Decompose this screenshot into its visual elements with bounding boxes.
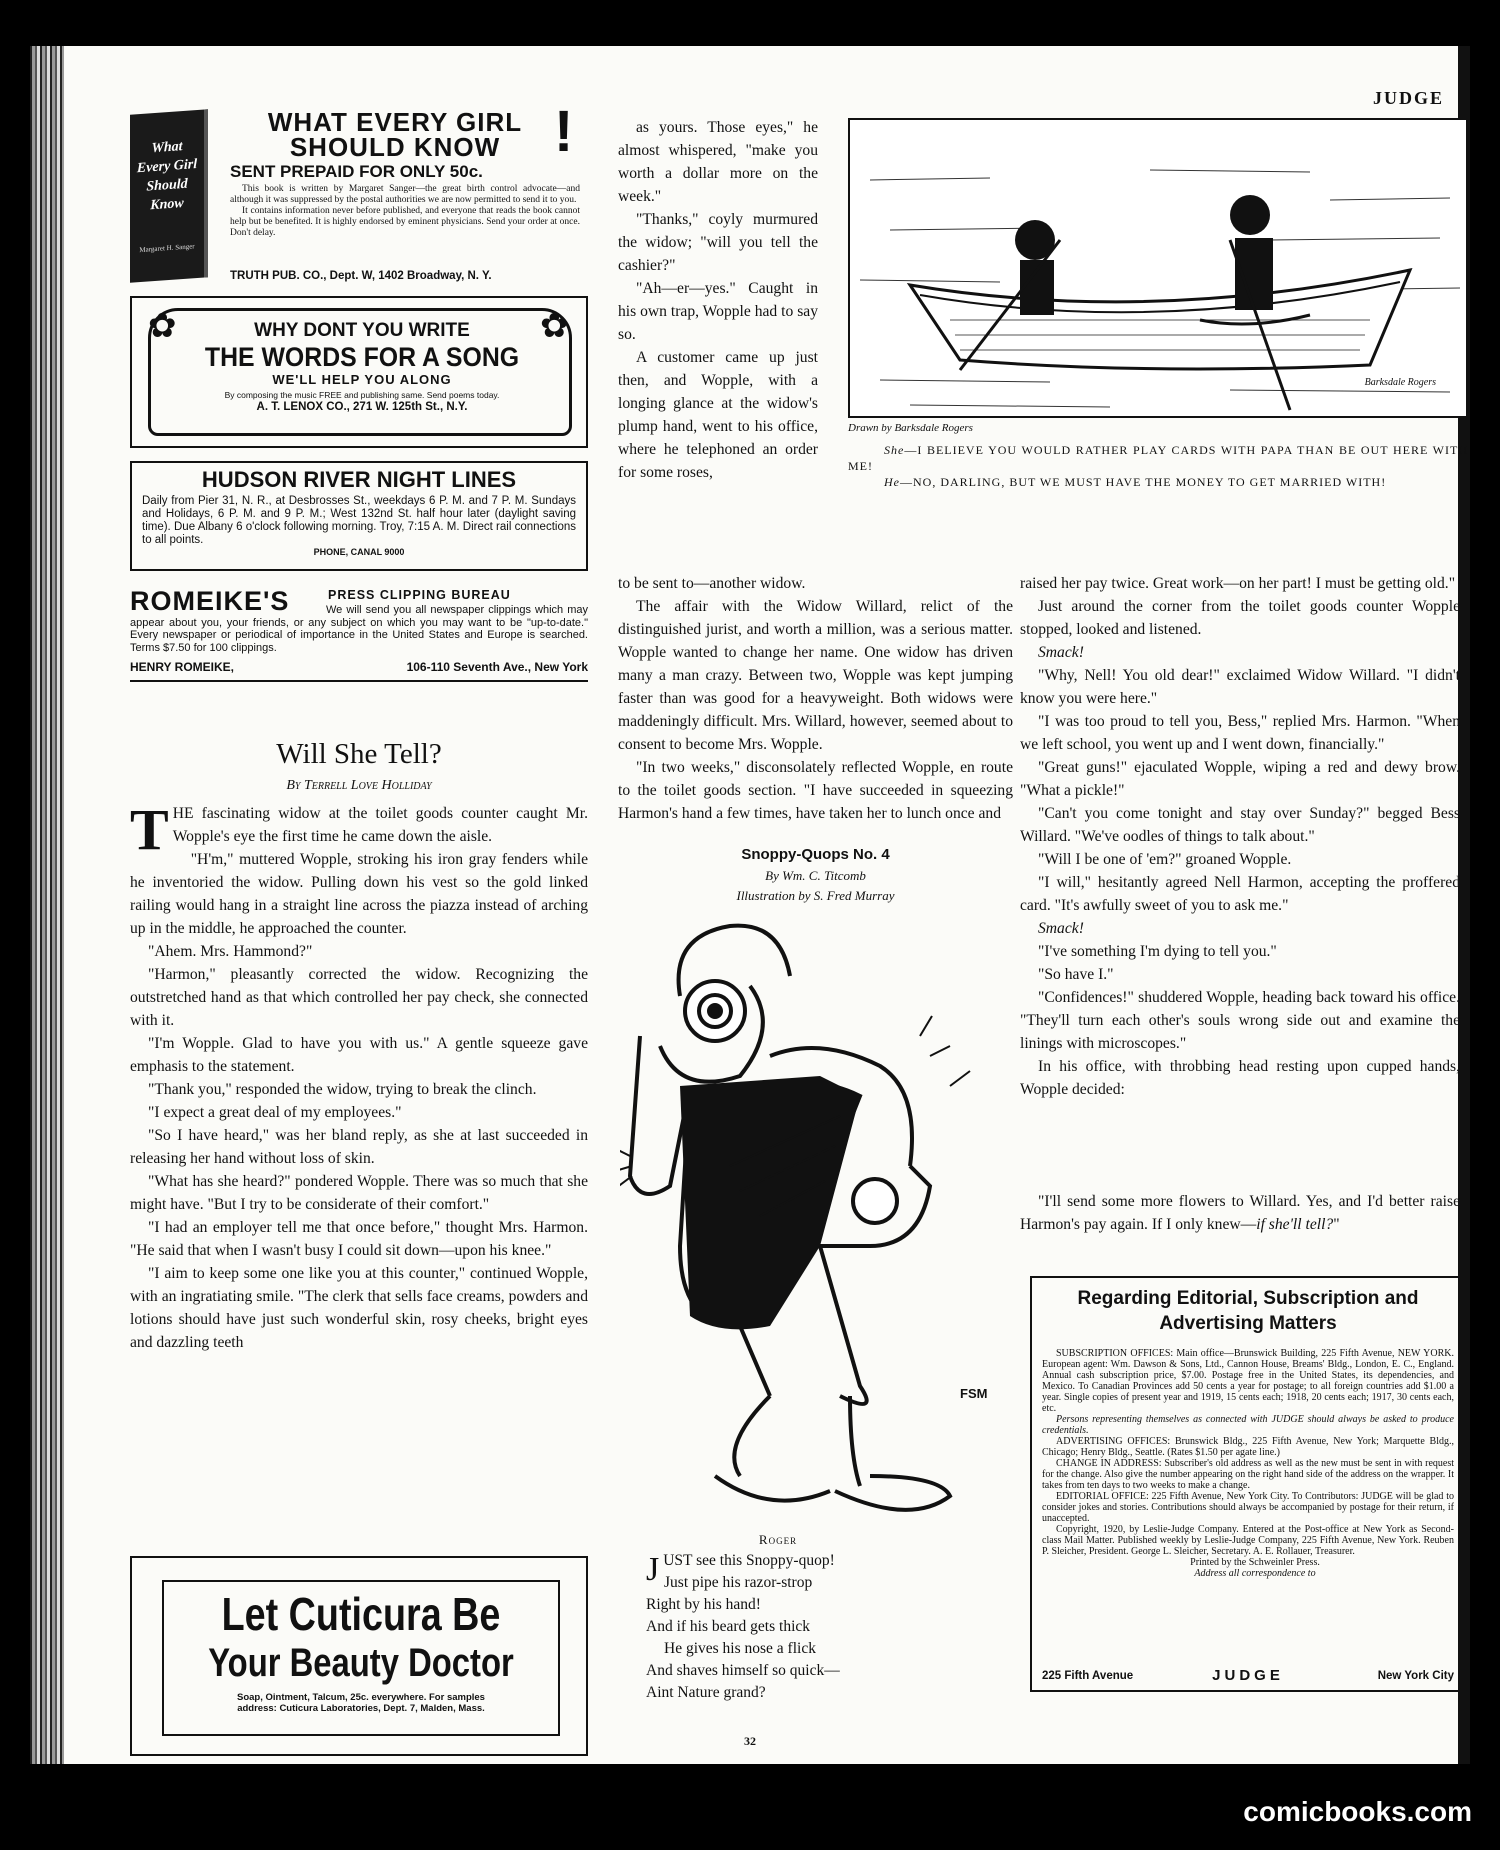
book-cover-title: What Every Girl Should Know	[136, 139, 198, 214]
caption-she	[848, 442, 1468, 474]
story-opening: HE fascinating widow at the toilet goods counter caught Mr. Wopple's eye the first time he came down the aisle.	[172, 805, 588, 845]
ad-cuticura-line2: Your Beauty Doctor	[208, 1641, 514, 1685]
story-byline: By Terrell Love Holliday	[286, 778, 432, 793]
story-paragraph: "So I have heard," was her bland reply, as she at last succeeded in releasing her hand without loss of skin.	[130, 1127, 588, 1167]
story-paragraph: "H'm," muttered Wopple, stroking his iron gray fenders while he inventoried the widow. Pulling down his vest so the gold linked railing would hang in a straight line across the piazza instead of arching up in the middle, he approached the counter.	[130, 851, 588, 937]
ad-girl-exclamation: !	[554, 99, 574, 164]
poem-line: And if his beard gets thick	[646, 1618, 811, 1635]
smack-line: Smack!	[1038, 920, 1084, 937]
poem-line: UST see this Snoppy-quop!	[663, 1552, 835, 1569]
ad-cuticura-inner	[162, 1580, 560, 1736]
story-paragraph: "Thanks," coyly murmured the widow; "will you tell the cashier?"	[618, 211, 818, 274]
ad-romeike-bureau: PRESS CLIPPING BUREAU	[328, 588, 511, 602]
snoppy-quop-drawing	[620, 916, 1010, 1526]
smack-line: Smack!	[1038, 644, 1084, 661]
info-paragraph: Address all correspondence to	[1194, 1568, 1316, 1579]
story-paragraph: "So have I."	[1038, 966, 1114, 983]
story-paragraph: "I will," hesitantly agreed Nell Harmon, accepting the proffered card. "It's awfully sweet of you to ask me."	[1020, 874, 1460, 914]
drop-cap: T	[130, 797, 169, 862]
poem-drop-cap: J	[646, 1551, 660, 1588]
she-line: —I BELIEVE YOU WOULD RATHER PLAY CARDS WITH PAPA THAN BE OUT HERE WITH ME!	[848, 443, 1468, 473]
cartoon-caption	[848, 442, 1468, 490]
ad-song-line3: WE'LL HELP YOU ALONG	[272, 372, 452, 387]
poem-line: And shaves himself so quick—	[646, 1662, 840, 1679]
she-label: She	[884, 443, 905, 457]
story-paragraph: "Can't you come tonight and stay over Sunday?" begged Bess Willard. "We've oodles of things to talk about."	[1020, 805, 1460, 845]
info-foot-right: New York City	[1377, 1670, 1454, 1682]
story-paragraph: The affair with the Widow Willard, relict of the distinguished jurist, and worth a million, was a serious matter. Wopple wanted to change her name. One widow has driven many a man crazy. Between two, Wopple was kept jumping faster than was good for a heavyweight. Both widows were maddeningly difficult. Mrs. Willard, however, seemed about to consent to become Mrs. Wopple.	[618, 598, 1013, 753]
ad-cuticura	[130, 1556, 588, 1756]
poem-byline: By Wm. C. Titcomb	[765, 868, 866, 883]
poem-line: He gives his nose a flick	[664, 1640, 816, 1657]
story-paragraph: "Ah—er—yes." Caught in his own trap, Wopple had to say so.	[618, 280, 818, 343]
book-spine	[30, 46, 64, 1764]
ad-girl-price: SENT PREPAID FOR ONLY 50c.	[230, 162, 483, 181]
snoppy-quop-illustration	[620, 916, 1010, 1526]
ad-girl-title-line2: SHOULD KNOW	[289, 132, 501, 162]
story-paragraph: "Great guns!" ejaculated Wopple, wiping a red and dewy brow. "What a pickle!"	[1020, 759, 1460, 799]
ad-girl-body-2: It contains information never before published, and everyone that reads the book cannot help but be benefited. It is highly endorsed by eminent physicians. Send your order at once. Don't delay.	[230, 206, 580, 238]
story-title: Will She Tell?	[276, 738, 442, 770]
poem-body	[646, 1550, 986, 1704]
info-title-2: Advertising Matters	[1159, 1313, 1337, 1334]
ad-song-line5: A. T. LENOX CO., 271 W. 125th St., N.Y.	[256, 401, 468, 413]
story-ending	[1020, 1190, 1460, 1236]
ad-romeike	[130, 586, 588, 682]
story-paragraph: "I aim to keep some one like you at this counter," continued Wopple, with an ingratiating smile. "The clerk that sells face creams, powders and lotions should have just such wonderful skin, rosy cheeks, bright eyes and dazzling teeth	[130, 1265, 588, 1351]
story-paragraph: "What has she heard?" pondered Wopple. There was so much that she might have. "But I try to be considerate of their comfort."	[130, 1173, 588, 1213]
story-paragraph: "Why, Nell! You old dear!" exclaimed Widow Willard. "I didn't know you were here."	[1020, 667, 1460, 707]
info-paragraph: ADVERTISING OFFICES: Brunswick Bldg., 225 Fifth Avenue, New York; Marquette Bldg., Chicago; Henry Bldg., Seattle. (Rates $1.50 per agate line.)	[1042, 1436, 1454, 1458]
info-paragraph: EDITORIAL OFFICE: 225 Fifth Avenue, New York City. To Contributors: JUDGE will be glad to consider jokes and stories. Contributions should always be accompanied by postage for their return, if unaccepted.	[1042, 1491, 1454, 1524]
story-paragraph: "I've something I'm dying to tell you."	[1038, 943, 1277, 960]
story-paragraph: "Harmon," pleasantly corrected the widow. Recognizing the outstretched hand as that which controlled her pay check, she connected with it.	[130, 966, 588, 1029]
story-paragraph: "Will I be one of 'em?" groaned Wopple.	[1038, 851, 1292, 868]
ad-girl-title	[230, 107, 560, 162]
info-title-1: Regarding Editorial, Subscription and	[1077, 1288, 1419, 1309]
info-paragraph: Persons representing themselves as connected with JUDGE should always be asked to produce credentials.	[1042, 1414, 1454, 1436]
story-col1-paragraphs	[130, 848, 588, 1354]
ad-song-line2: THE WORDS FOR A SONG	[204, 342, 520, 372]
ad-romeike-address-right: 106-110 Seventh Ave., New York	[406, 660, 588, 674]
ad-romeike-address-left: HENRY ROMEIKE,	[130, 660, 235, 674]
poem-line: Right by his hand!	[646, 1596, 761, 1613]
poem-lines	[646, 1550, 986, 1704]
story-paragraph: "Ahem. Mrs. Hammond?"	[148, 943, 313, 960]
story-paragraph: In his office, with throbbing head resting upon cupped hands, Wopple decided:	[1020, 1058, 1460, 1098]
story-paragraph: "I was too proud to tell you, Bess," replied Mrs. Harmon. "When we left school, you went up and I went down, financially."	[1020, 713, 1460, 753]
ad-song-writing	[130, 296, 588, 448]
story-column-2a	[618, 116, 818, 484]
poem-line: Just pipe his razor-strop	[664, 1574, 813, 1591]
story-paragraph: "I'm Wopple. Glad to have you with us." A gentle squeeze gave emphasis to the statement.	[130, 1035, 588, 1075]
ad-girl-address: TRUTH PUB. CO., Dept. W, 1402 Broadway, N. Y.	[230, 270, 492, 282]
story-paragraph: "In two weeks," disconsolately reflected Wopple, en route to the toilet goods section. "I have succeeded in squeezing Harmon's hand a few times, have taken her to lunch once and	[618, 759, 1013, 822]
cartoon-signature: Barksdale Rogers	[1364, 377, 1436, 388]
canoe-cartoon	[848, 118, 1468, 418]
ad-girl-body	[230, 184, 580, 239]
he-label: He	[884, 475, 900, 489]
info-foot-left: 225 Fifth Avenue	[1042, 1670, 1134, 1682]
ad-romeike-name: ROMEIKE'S	[130, 586, 290, 616]
ad-song-line4: By composing the music FREE and publishing same. Send poems today.	[224, 390, 500, 400]
story-paragraph: "I expect a great deal of my employees."	[148, 1104, 402, 1121]
info-paragraphs	[1042, 1348, 1454, 1579]
info-paragraph: SUBSCRIPTION OFFICES: Main office—Brunswick Building, 225 Fifth Avenue, NEW YORK. European agent: Wm. Dawson & Sons, Ltd., Cannon House, Breams' Bldg., London, E. C., England. Annual cash subscription price, $7.00. Postage free in the United States, its dependencies, and Mexico. To Canadian Provinces add 50 cents a year for postage; to all foreign countries add $1.00 a year. Single copies of present year and 1919, 15 cents each; 1918, 20 cents each; 1917, 30 cents each, etc.	[1042, 1348, 1454, 1414]
poem-line: Aint Nature grand?	[646, 1684, 766, 1701]
ad-girl-body-1: This book is written by Margaret Sanger—the great birth control advocate—and although it was suppressed by the postal authorities we are now permitted to send it to you.	[230, 184, 580, 205]
ad-cuticura-line1: Let Cuticura Be	[221, 1588, 501, 1640]
ad-romeike-body: We will send you all newspaper clippings which may appear about you, your friends, or any subject on which you may want to be "up-to-date." Every newspaper or periodical of importance in the United States and Europe is searched. Terms $7.50 for 100 clippings.	[130, 604, 588, 654]
ad-what-every-girl	[130, 99, 588, 328]
ad-cuticura-small1: Soap, Ointment, Talcum, 25c. everywhere. For samples	[237, 1692, 485, 1703]
story-paragraph: Just around the corner from the toilet goods counter Wopple stopped, looked and listened.	[1020, 598, 1460, 638]
info-box	[1030, 1276, 1466, 1692]
ad-hudson-title: HUDSON RIVER NIGHT LINES	[201, 467, 517, 492]
info-paragraph: CHANGE IN ADDRESS: Subscriber's old address as well as the new must be sent in with request for the change. Also give the number appearing on the right hand side of the address on the wrapper. It takes from ten days to two weeks to make a change.	[1042, 1458, 1454, 1491]
ad-song-line1: WHY DONT YOU WRITE	[254, 320, 470, 341]
story-col2b-first: to be sent to—another widow.	[618, 575, 806, 592]
ad-hudson-phone: PHONE, CANAL 9000	[313, 547, 405, 557]
story-column-1	[130, 797, 588, 1354]
story-column-3	[1020, 572, 1460, 1101]
cartoon-credit: Drawn by Barksdale Rogers	[848, 422, 973, 434]
poem-name: Roger	[758, 1532, 798, 1547]
ad-cuticura-small2: address: Cuticura Laboratories, Dept. 7, Malden, Mass.	[237, 1703, 485, 1714]
story-col2b-paragraphs	[618, 595, 1013, 825]
book-cover-image	[130, 109, 208, 282]
masthead: JUDGE	[1372, 88, 1444, 108]
caption-he	[848, 474, 1468, 490]
illustration-signature: FSM	[960, 1386, 988, 1401]
site-watermark: comicbooks.com	[1243, 1796, 1472, 1827]
info-paragraph: Printed by the Schweinler Press.	[1190, 1557, 1320, 1568]
story-final-paragraph	[1020, 1190, 1460, 1236]
page-number: 32	[744, 1734, 756, 1748]
flower-ornament-right: ✿	[540, 308, 569, 345]
ad-girl-title-line1: WHAT EVERY GIRL	[267, 107, 523, 137]
poem-illustration-credit: Illustration by S. Fred Murray	[736, 888, 895, 903]
he-line: —NO, DARLING, BUT WE MUST HAVE THE MONEY TO GET MARRIED WITH!	[900, 475, 1387, 489]
story-paragraph: raised her pay twice. Great work—on her part! I must be getting old."	[1020, 575, 1456, 592]
ad-hudson-body: Daily from Pier 31, N. R., at Desbrosses St., weekdays 6 P. M. and 7 P. M. Sundays and Holidays, 6 P. M. and 9 P. M.; West 132nd St. half hour later (daylight saving time). Due Albany 6 o'clock following morning. Troy, 7:15 A. M. Direct rail connections to all points.	[142, 495, 576, 546]
poem-title: Snoppy-Quops No. 4	[741, 846, 890, 863]
ad-hudson-river	[130, 461, 588, 571]
story-paragraph: "Confidences!" shuddered Wopple, heading back toward his office. "They'll turn each other's souls wrong side out and examine the linings with microscopes."	[1020, 989, 1460, 1052]
story-paragraph: "I had an employer tell me that once before," thought Mrs. Harmon. "He said that when I wasn't busy I could sit down—upon his knee."	[130, 1219, 588, 1259]
final-line: "I'll send some more flowers to Willard. Yes, and I'd better raise Harmon's pay again. If I only knew—	[1020, 1193, 1460, 1233]
story-column-2b	[618, 572, 1013, 825]
final-italic: if she'll tell?	[1256, 1216, 1334, 1233]
story-paragraph: as yours. Those eyes," he almost whispered, "make you worth a dollar more on the week."	[618, 119, 818, 205]
info-foot-mid: JUDGE	[1212, 1667, 1284, 1684]
canoe-illustration	[850, 120, 1468, 418]
info-paragraph: Copyright, 1920, by Leslie-Judge Company. Entered at the Post-office at New York as Second-class Mail Matter. Published weekly by Leslie-Judge Company, 225 Fifth Avenue, New York. Reuben P. Sleicher, President. George L. Sleicher, Secretary. A. E. Rollauer, Treasurer.	[1042, 1524, 1454, 1557]
flower-ornament-left: ✿	[148, 308, 177, 345]
final-close: "	[1333, 1216, 1340, 1233]
story-paragraph: A customer came up just then, and Wopple, with a longing glance at the widow's plump hand, went to his office, where he telephoned an order for some roses,	[618, 349, 818, 481]
story-paragraph: "Thank you," responded the widow, trying to break the clinch.	[148, 1081, 537, 1098]
ad-song-text	[182, 320, 542, 415]
book-cover-author: Margaret H. Sanger	[139, 242, 195, 255]
magazine-page	[30, 46, 1470, 1764]
